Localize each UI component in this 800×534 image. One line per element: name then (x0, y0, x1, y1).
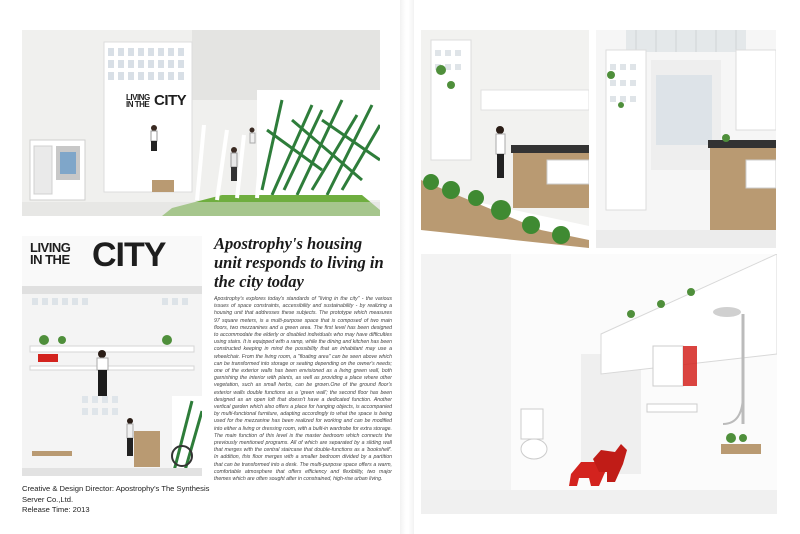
kitchen-corridor-photo (596, 30, 776, 248)
bathroom-illustration (421, 254, 777, 514)
page-gutter (400, 0, 414, 534)
credits-block (22, 484, 212, 516)
living-in-the-sign (30, 242, 70, 266)
exhibition-sign-city-small: CITY (154, 92, 187, 109)
kitchen-garden-illustration (421, 30, 589, 248)
exhibition-sign-small (126, 94, 150, 108)
article-body: Apostrophy's explores today's standards of "living in the city" - the various issues of space constraints, accessibility and sustainability - by realizing a housing unit that addresses these subjects. The prototype which measures 97 square meters, is a multi-purpose space that is composed of two main floors, two mezzanines and a green area. The first level has been designed to accommodate the elderly or disabled individuals who may have difficulties using stairs. It is equipped with a ramp, while the dining and kitchen has been constructed keeping in mind the possibility that an inhabitant may use a wheelchair. From the living room, a "floating area" can be seen above which can be transformed into storage or seating depending on the owner's needs; one of the exterior walls has been envisioned as a living green wall, both garnishing the interior with plants, as well as providing a place where other vegetation, such as small herbs, can be grown.One of the ground floor's exterior walls double functions as a 'green wall'; the second floor has been designed as an open loft that doesn't have a dedicated function. Another vertical garden which also offers a place for hanging objects, is accompanied by multi-functional furniture, adapting accordingly to what the space is being used for the mezzanine has been realized for working and can be modified into either a living or dressing room, with a built-in wardrobe for extra storage. The main function of this level is the master bedroom which connects the previously mentioned programs. All of which are separated by a sliding wall that merges with the central staircase that double-functions as a 'bookshelf'. In addition, this floor merges with a smaller bedroom divided by a partition that can be transformed into a desk. The multi-purpose space offers a warm, comfortable atmosphere that offers efficiency and flexibility, two major themes which are often sought after in constrained, high-rise urban living. (214, 296, 392, 483)
sign-line-living: LIVING (126, 93, 150, 102)
large-sign-line-living: LIVING (30, 240, 71, 255)
large-sign-line-in-the: IN THE (30, 252, 70, 267)
article-headline: Apostrophy's housing unit responds to living in the city today (214, 234, 384, 291)
credits-company: Server Co.,Ltd. (22, 494, 74, 504)
credits-release-time: Release Time: 2013 (22, 505, 90, 514)
credits-director: Creative & Design Director: Apostrophy's The Synthesis (22, 484, 210, 493)
sign-line-in-the: IN THE (126, 100, 150, 109)
exhibition-overview-photo (22, 30, 380, 216)
city-sign: CITY (92, 236, 166, 274)
kitchen-garden-photo (421, 30, 589, 248)
housing-unit-photo (22, 236, 202, 476)
exhibition-overview-illustration (22, 30, 380, 216)
kitchen-corridor-illustration (596, 30, 776, 248)
bathroom-photo (421, 254, 777, 514)
